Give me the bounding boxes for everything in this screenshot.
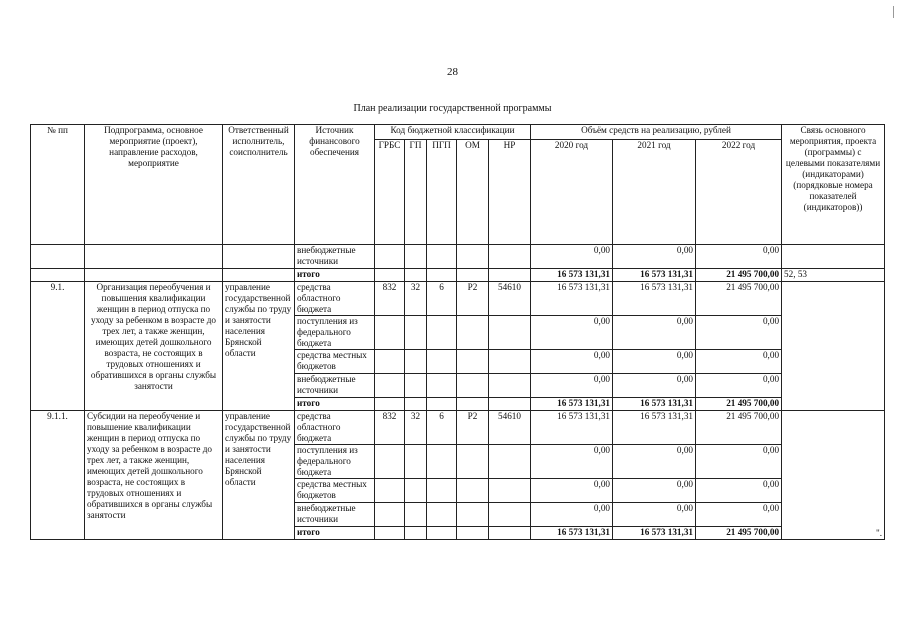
om-cell [457,350,489,374]
table-row [31,245,885,269]
pgp-cell [427,479,457,503]
pgp-cell: 6 [427,411,457,445]
nr-cell [489,503,531,527]
header-year-2020: 2020 год [531,140,613,245]
om-cell [457,479,489,503]
nr-cell: 54610 [489,282,531,316]
value-2020-cell: 0,00 [531,245,613,269]
nr-cell [489,527,531,540]
header-grbs: ГРБС [375,140,405,245]
gp-cell [405,398,427,411]
om-cell: Р2 [457,411,489,445]
grbs-cell: 832 [375,282,405,316]
value-2021-cell: 0,00 [613,445,696,479]
header-nr: НР [489,140,531,245]
value-2020-cell: 16 573 131,31 [531,282,613,316]
grbs-cell [375,350,405,374]
value-2022-cell: 21 495 700,00 [696,398,782,411]
value-2021-cell: 0,00 [613,245,696,269]
om-cell [457,445,489,479]
value-2022-cell: 0,00 [696,445,782,479]
grbs-cell [375,445,405,479]
grbs-cell: 832 [375,411,405,445]
pgp-cell: 6 [427,282,457,316]
value-2020-cell: 0,00 [531,316,613,350]
gp-cell [405,269,427,282]
om-cell [457,269,489,282]
pgp-cell [427,245,457,269]
value-2022-cell: 21 495 700,00 [696,527,782,540]
gp-cell [405,479,427,503]
pgp-cell [427,350,457,374]
om-cell [457,398,489,411]
header-gp: ГП [405,140,427,245]
num-cell: 9.1. [31,282,85,411]
gp-cell [405,350,427,374]
gp-cell [405,503,427,527]
value-2021-cell: 0,00 [613,374,696,398]
value-2022-cell: 0,00 [696,503,782,527]
value-2020-cell: 16 573 131,31 [531,269,613,282]
gp-cell [405,445,427,479]
link-cell: ". [782,411,885,540]
table-row [31,282,885,316]
value-2021-cell: 16 573 131,31 [613,269,696,282]
grbs-cell [375,503,405,527]
source-cell: поступления из федерального бюджета [295,445,375,479]
value-2020-cell: 16 573 131,31 [531,527,613,540]
pgp-cell [427,445,457,479]
value-2020-cell: 16 573 131,31 [531,398,613,411]
grbs-cell [375,479,405,503]
pgp-cell [427,316,457,350]
grbs-cell [375,374,405,398]
header-name: Подпрограмма, основное мероприятие (проект), направление расходов, мероприятие [85,125,223,245]
om-cell [457,316,489,350]
source-cell: внебюджетные источники [295,245,375,269]
source-cell: внебюджетные источники [295,503,375,527]
link-cell: 52, 53 [782,269,885,282]
responsible-cell: управление государственной службы по труду и занятости населения Брянской области [223,282,295,411]
table-title: План реализации государственной программы [353,103,552,114]
value-2021-cell: 0,00 [613,479,696,503]
source-cell: средства местных бюджетов [295,350,375,374]
gp-cell [405,316,427,350]
value-2022-cell: 0,00 [696,350,782,374]
responsible-cell [223,269,295,282]
name-cell [85,269,223,282]
value-2021-cell: 16 573 131,31 [613,411,696,445]
grbs-cell [375,269,405,282]
link-cell [782,245,885,269]
header-om: ОМ [457,140,489,245]
value-2022-cell: 0,00 [696,374,782,398]
nr-cell [489,350,531,374]
source-cell: средства местных бюджетов [295,479,375,503]
value-2020-cell: 0,00 [531,445,613,479]
value-2022-cell: 0,00 [696,479,782,503]
value-2020-cell: 0,00 [531,503,613,527]
header-num: № пп [31,125,85,245]
header-source: Источник финансового обеспечения [295,125,375,245]
table-row [31,411,885,445]
value-2021-cell: 0,00 [613,316,696,350]
value-2021-cell: 16 573 131,31 [613,398,696,411]
value-2022-cell: 21 495 700,00 [696,282,782,316]
source-cell: средства областного бюджета [295,282,375,316]
table-row-total [31,269,885,282]
responsible-cell [223,245,295,269]
nr-cell [489,269,531,282]
nr-cell [489,374,531,398]
gp-cell: 32 [405,282,427,316]
nr-cell: 54610 [489,411,531,445]
source-cell: поступления из федерального бюджета [295,316,375,350]
om-cell [457,245,489,269]
grbs-cell [375,316,405,350]
plan-table [30,124,885,540]
om-cell [457,503,489,527]
header-responsible: Ответственный исполнитель, соисполнитель [223,125,295,245]
nr-cell [489,445,531,479]
header-row-1 [31,125,885,140]
value-2021-cell: 16 573 131,31 [613,527,696,540]
name-cell [85,245,223,269]
responsible-cell: управление государственной службы по труду и занятости населения Брянской области [223,411,295,540]
pgp-cell [427,527,457,540]
source-cell: внебюджетные источники [295,374,375,398]
name-cell: Субсидии на переобучение и повышение квалификации женщин в период отпуска по уходу за ребенком в возрасте до трех лет, а также женщин, имеющих детей дошкольного возраста, не состоящих в трудовых отношениях и обратившихся в органы службы занятости [85,411,223,540]
value-2020-cell: 16 573 131,31 [531,411,613,445]
header-kbk: Код бюджетной классификации [375,125,531,140]
grbs-cell [375,245,405,269]
value-2022-cell: 0,00 [696,245,782,269]
nr-cell [489,479,531,503]
pgp-cell [427,503,457,527]
value-2020-cell: 0,00 [531,374,613,398]
num-cell [31,269,85,282]
gp-cell [405,527,427,540]
value-2020-cell: 0,00 [531,479,613,503]
source-cell: средства областного бюджета [295,411,375,445]
header-pgp: ПГП [427,140,457,245]
header-year-2021: 2021 год [613,140,696,245]
source-cell: итого [295,527,375,540]
value-2022-cell: 0,00 [696,316,782,350]
value-2022-cell: 21 495 700,00 [696,269,782,282]
source-cell: итого [295,398,375,411]
num-cell: 9.1.1. [31,411,85,540]
header-year-2022: 2022 год [696,140,782,245]
gp-cell [405,245,427,269]
gp-cell [405,374,427,398]
pgp-cell [427,374,457,398]
om-cell [457,527,489,540]
gp-cell: 32 [405,411,427,445]
pgp-cell [427,269,457,282]
scan-edge-mark [893,6,894,18]
nr-cell [489,245,531,269]
value-2020-cell: 0,00 [531,350,613,374]
om-cell [457,374,489,398]
link-cell [782,282,885,411]
om-cell: Р2 [457,282,489,316]
value-2021-cell: 0,00 [613,350,696,374]
header-link: Связь основного мероприятия, проекта (программы) с целевыми показателями (индикаторами) (порядковые номера показателей (индикаторов)) [782,125,885,245]
grbs-cell [375,398,405,411]
nr-cell [489,398,531,411]
value-2021-cell: 0,00 [613,503,696,527]
value-2022-cell: 21 495 700,00 [696,411,782,445]
name-cell: Организация переобучения и повышения квалификации женщин в период отпуска по уходу за ребенком в возрасте до трех лет, а также женщин, имеющих детей дошкольного возраста, не состоящих в трудовых отношениях и обратившихся в органы службы занятости [85,282,223,411]
pgp-cell [427,398,457,411]
source-cell: итого [295,269,375,282]
page-number: 28 [447,66,458,78]
value-2021-cell: 16 573 131,31 [613,282,696,316]
num-cell [31,245,85,269]
grbs-cell [375,527,405,540]
header-volume: Объём средств на реализацию, рублей [531,125,782,140]
nr-cell [489,316,531,350]
